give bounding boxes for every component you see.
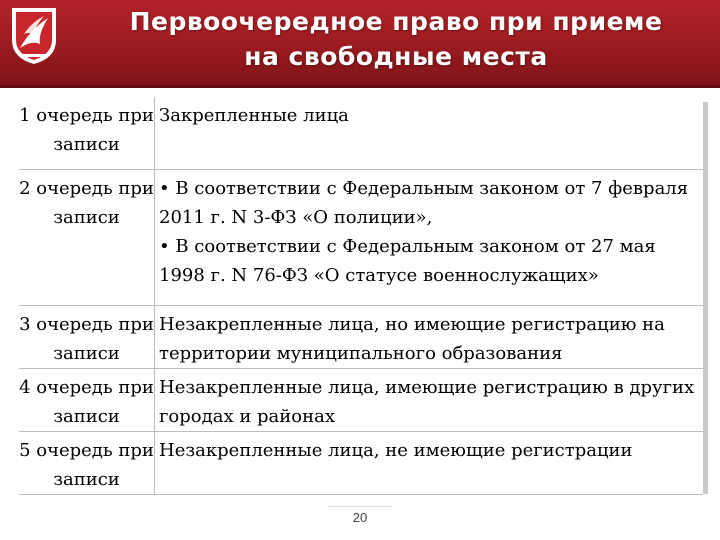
- priority-queue-table: [19, 97, 703, 495]
- table-row: [19, 431, 703, 494]
- category-cell: Незакрепленные лица, не имеющие регистрации: [155, 431, 704, 494]
- category-cell: [155, 169, 704, 305]
- category-cell: Закрепленные лица: [155, 97, 704, 169]
- queue-cell: 5 очередь при записи: [19, 431, 155, 494]
- queue-cell: 2 очередь при записи: [19, 169, 155, 305]
- footer-rule: [328, 506, 392, 507]
- page-title: Первоочередное право при приеме на свободные места: [129, 7, 663, 71]
- category-cell: Незакрепленные лица, но имеющие регистрацию на территории муниципального образования: [155, 305, 704, 368]
- page-number: 20: [352, 510, 368, 525]
- category-list: • В соответствии с Федеральным законом от 7 февраля 2011 г. N 3-ФЗ «О полиции», • В соответствии с Федеральным законом от 27 мая 1998 г. N 76-ФЗ «О статусе военнослужащих»: [159, 177, 689, 286]
- city-coat-of-arms-logo-icon: [8, 4, 60, 66]
- queue-cell: 3 очередь при записи: [19, 305, 155, 368]
- category-cell: Незакрепленные лица, имеющие регистрацию в других городах и районах: [155, 368, 704, 431]
- table-row: [19, 97, 703, 169]
- table-row: [19, 169, 703, 305]
- table-row: [19, 368, 703, 431]
- queue-cell: 1 очередь при записи: [19, 97, 155, 169]
- title-bar-rule: [0, 85, 720, 88]
- table-row: [19, 305, 703, 368]
- queue-cell: 4 очередь при записи: [19, 368, 155, 431]
